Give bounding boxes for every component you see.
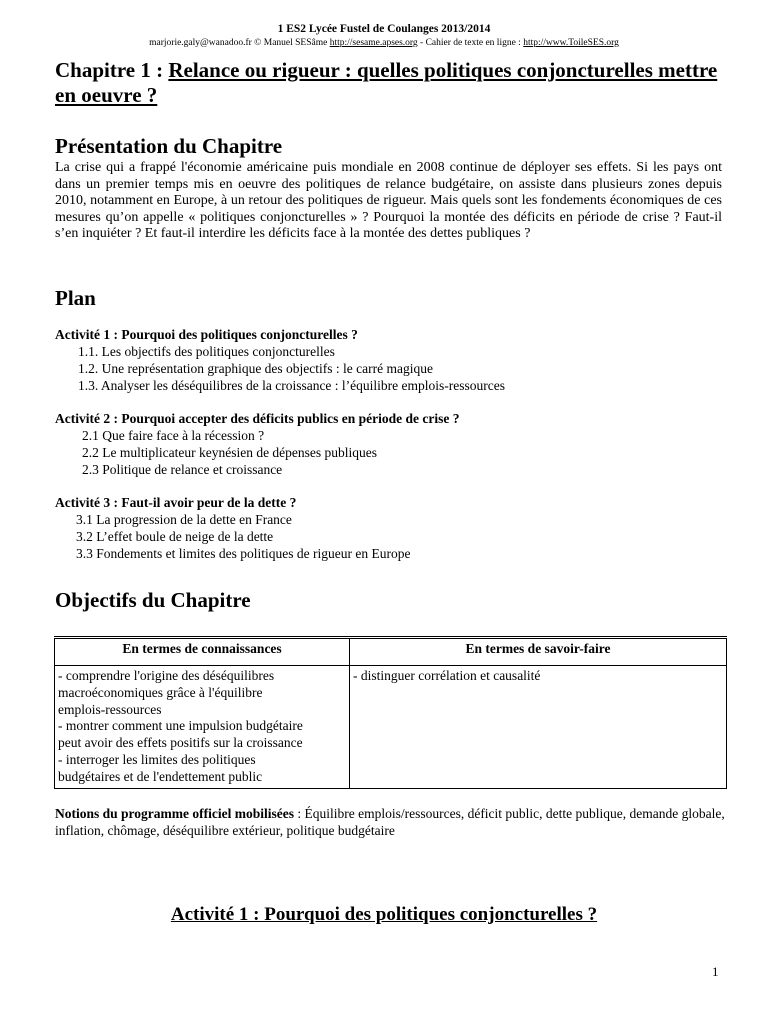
plan-item-1-3: 1.3. Analyser les déséquilibres de la croissance : l’équilibre emplois-ressources	[78, 378, 505, 393]
knowledge-cell	[55, 666, 350, 789]
skills-cell	[350, 666, 727, 789]
knowledge-line: - comprendre l'origine des déséquilibres	[58, 668, 275, 683]
plan-item-3-1: 3.1 La progression de la dette en France	[76, 512, 292, 527]
plan-item-2-3: 2.3 Politique de relance et croissance	[82, 462, 283, 477]
presentation-text: La crise qui a frappé l'économie américaine puis mondiale en 2008 continue de déployer ses effets. Si les pays ont dans un premier temps mis en oeuvre des politiques de relance budgétaire, on assiste dans plusieurs zones depuis 2010, notamment en Europe, à un retour des politiques de rigueur. Mais quels sont les fondements économiques de ces mesures qu’on appelle « politiques conjoncturelles » ? Pourquoi la montée des déficits en période de crise ? Faut-il s’en inquiéter ? Et faut-il interdire les déficits face à la montée des dettes publiques ?	[55, 160, 722, 241]
header-credits-middle: - Cahier de texte en ligne :	[417, 38, 524, 48]
skills-line: - distinguer corrélation et causalité	[353, 668, 541, 683]
knowledge-line: - montrer comment une impulsion budgétaire	[58, 718, 303, 734]
knowledge-line: - interroger les limites des politiques	[58, 751, 256, 767]
notions-label: Notions du programme officiel mobilisées	[55, 806, 294, 821]
page-number: 1	[712, 964, 719, 979]
chapter-title	[55, 58, 725, 108]
chapter-title-text: Relance ou rigueur : quelles politiques conjoncturelles mettre en oeuvre ?	[55, 58, 718, 107]
plan-item-1-1: 1.1. Les objectifs des politiques conjoncturelles	[78, 344, 335, 359]
knowledge-line: macroéconomiques grâce à l'équilibre	[58, 684, 263, 700]
skills-column-header: En termes de savoir-faire	[350, 638, 727, 666]
objectives-heading: Objectifs du Chapitre	[55, 588, 251, 612]
activity-1-section-title: Activité 1 : Pourquoi des politiques conjoncturelles ?	[170, 904, 598, 925]
knowledge-column-header: En termes de connaissances	[55, 638, 350, 666]
objectives-table-header-row	[55, 638, 727, 666]
knowledge-line: budgétaires et de l'endettement public	[58, 768, 263, 784]
notions-paragraph	[55, 805, 725, 839]
header-credits-prefix: marjorie.galy@wanadoo.fr © Manuel SESâme	[149, 38, 330, 48]
plan-item-2-1: 2.1 Que faire face à la récession ?	[82, 428, 265, 443]
presentation-heading: Présentation du Chapitre	[55, 134, 283, 158]
plan-activity-3-title: Activité 3 : Faut-il avoir peur de la dette ?	[55, 495, 297, 510]
plan-item-3-3: 3.3 Fondements et limites des politiques de rigueur en Europe	[76, 546, 411, 561]
plan-activity-1-title: Activité 1 : Pourquoi des politiques conjoncturelles ?	[55, 327, 358, 342]
plan-activity-2-title: Activité 2 : Pourquoi accepter des déficits publics en période de crise ?	[55, 411, 460, 426]
objectives-table-row	[55, 666, 727, 789]
plan-item-3-2: 3.2 L’effet boule de neige de la dette	[76, 529, 274, 544]
sesame-link[interactable]: http://sesame.apses.org	[329, 38, 418, 48]
chapter-prefix: Chapitre 1 :	[55, 58, 169, 82]
plan-heading: Plan	[55, 286, 96, 310]
knowledge-line: peut avoir des effets positifs sur la croissance	[58, 735, 303, 751]
plan-item-2-2: 2.2 Le multiplicateur keynésien de dépenses publiques	[82, 445, 378, 460]
header-credits-line	[0, 38, 768, 48]
notions-text: : Équilibre emplois/ressources, déficit public, dette publique, demande globale, inflation, chômage, déséquilibre extérieur, politique budgétaire	[55, 806, 725, 838]
plan-item-1-2: 1.2. Une représentation graphique des objectifs : le carré magique	[78, 361, 433, 376]
objectives-table	[54, 636, 727, 789]
header-school-line: 1 ES2 Lycée Fustel de Coulanges 2013/2014	[277, 23, 491, 35]
knowledge-line: emplois-ressources	[58, 701, 162, 717]
toileses-link[interactable]: http://www.ToileSES.org	[523, 38, 619, 48]
